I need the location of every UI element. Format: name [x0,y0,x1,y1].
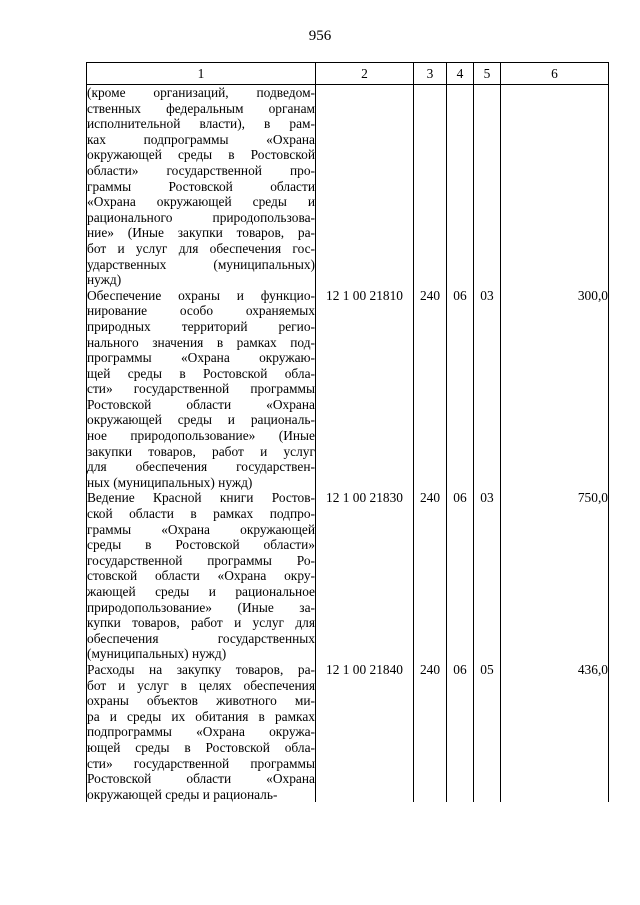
description-line: для обеспечения государствен- [87,459,315,475]
header-col-3: 3 [414,63,447,85]
description-line: Обеспечение охраны и функцио- [87,287,315,303]
row-code: 12 1 00 21840 [316,662,414,802]
description-line: программы «Охрана окружаю- [87,350,315,366]
row-col-3: 240 [414,662,447,802]
description-line: государственной программы Ро- [87,552,315,568]
table-row [87,490,609,662]
description-line: природных территорий регио- [87,318,315,334]
header-col-2: 2 [316,63,414,85]
description-line: ках подпрограммы «Охрана [87,131,315,147]
description-line: ударственных (муниципальных) [87,256,315,272]
description-line: нирование особо охраняемых [87,303,315,319]
header-col-1: 1 [87,63,316,85]
row-col-4 [447,85,474,288]
row-col-5: 03 [474,490,501,662]
row-amount: 750,0 [501,490,609,662]
description-line: ние» (Иные закупки товаров, ра- [87,225,315,241]
row-col-3: 240 [414,288,447,491]
table-body [87,85,609,803]
description-line: Ростовской области «Охрана [87,771,315,787]
description-line: стовской области «Охрана окру- [87,568,315,584]
description-line: ющей среды в Ростовской обла- [87,739,315,755]
table-row [87,288,609,491]
description-line: Ведение Красной книги Ростов- [87,490,315,506]
description-line: граммы Ростовской области [87,178,315,194]
budget-table [86,62,609,802]
description-line: окружающей среды и рациональ- [87,412,315,428]
description-line: ных (муниципальных) нужд) [87,474,253,490]
description-line: ской области в рамках подпро- [87,506,315,522]
description-line: ра и среды их обитания в рамках [87,708,315,724]
row-col-3 [414,85,447,288]
description-line: «Охрана окружающей среды и [87,194,315,210]
row-description [87,288,316,491]
description-line: среды в Ростовской области» [87,537,315,553]
description-line: щей среды в Ростовской обла- [87,365,315,381]
row-col-4: 06 [447,490,474,662]
page-number: 956 [308,28,332,44]
description-line: ственных федеральным органам [87,100,315,116]
row-description [87,85,316,288]
row-col-5 [474,85,501,288]
row-col-3: 240 [414,490,447,662]
description-line: ное природопользование» (Иные [87,428,315,444]
header-col-6: 6 [501,63,609,85]
header-col-5: 5 [474,63,501,85]
description-line: (кроме организаций, подведом- [87,85,315,100]
description-line: граммы «Охрана окружающей [87,521,315,537]
row-code [316,85,414,288]
header-row [87,63,609,85]
description-line: бот и услуг в целях обеспечения [87,677,315,693]
description-line: сти» государственной программы [87,755,315,771]
description-line: обеспечения государственных [87,630,315,646]
description-line: купки товаров, работ и услуг для [87,615,315,631]
description-line: закупки товаров, работ и услуг [87,443,315,459]
description-line: сти» государственной программы [87,381,315,397]
description-line: бот и услуг для обеспечения гос- [87,240,315,256]
row-amount: 300,0 [501,288,609,491]
table-row [87,662,609,802]
row-description [87,490,316,662]
description-line: области» государственной про- [87,162,315,178]
description-line: природопользование» (Иные за- [87,599,315,615]
row-amount [501,85,609,288]
row-col-5: 05 [474,662,501,802]
header-col-4: 4 [447,63,474,85]
description-line: нального значения в рамках под- [87,334,315,350]
row-code: 12 1 00 21830 [316,490,414,662]
row-col-4: 06 [447,662,474,802]
description-line: Ростовской области «Охрана [87,396,315,412]
description-line: подпрограммы «Охрана окружа- [87,724,315,740]
row-col-5: 03 [474,288,501,491]
description-line: жающей среды и рациональное [87,584,315,599]
description-line: рационального природопользова- [87,209,315,225]
description-line: охраны объектов животного ми- [87,693,315,709]
row-col-4: 06 [447,288,474,491]
description-line: Расходы на закупку товаров, ра- [87,661,315,677]
row-description [87,662,316,802]
description-line: исполнительной власти), в рам- [87,116,315,132]
description-line: окружающей среды в Ростовской [87,147,315,163]
description-line: окружающей среды и рациональ- [87,786,278,802]
row-code: 12 1 00 21810 [316,288,414,491]
table-row [87,85,609,288]
description-line: (муниципальных) нужд) [87,646,227,662]
row-amount: 436,0 [501,662,609,802]
description-line: нужд) [87,272,122,288]
